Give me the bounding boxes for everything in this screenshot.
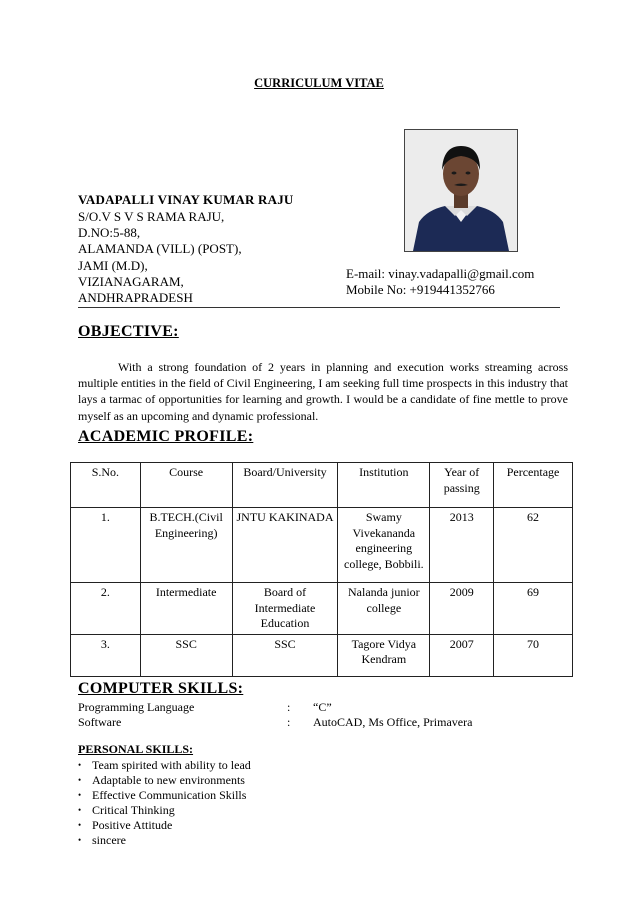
table-cell: Tagore Vidya Kendram (338, 634, 430, 676)
bullet-icon: • (78, 805, 82, 815)
table-cell: 70 (494, 634, 573, 676)
candidate-name: VADAPALLI VINAY KUMAR RAJU (78, 192, 294, 207)
column-header: Board/University (232, 463, 338, 508)
list-item (78, 788, 251, 803)
column-header: Course (140, 463, 232, 508)
bullet-icon: • (78, 760, 82, 770)
list-item-text: Team spirited with ability to lead (92, 758, 251, 772)
table-cell: 2013 (430, 508, 494, 583)
bullet-icon: • (78, 835, 82, 845)
objective-heading: OBJECTIVE: (78, 323, 179, 340)
personal-skills-list (78, 758, 251, 848)
skill-value: AutoCAD, Ms Office, Primavera (313, 715, 473, 729)
bullet-icon: • (78, 790, 82, 800)
table-header-row (71, 463, 573, 508)
column-header: S.No. (71, 463, 141, 508)
table-cell: 2009 (430, 583, 494, 635)
skill-separator: : (287, 715, 291, 729)
address-line: JAMI (M.D), (78, 257, 148, 273)
skill-label: Software (78, 715, 122, 729)
profile-photo-illustration (405, 130, 517, 251)
table-cell: 69 (494, 583, 573, 635)
academic-heading: ACADEMIC PROFILE: (78, 428, 254, 445)
profile-photo (404, 129, 518, 252)
table-cell: Intermediate (140, 583, 232, 635)
table-cell: SSC (140, 634, 232, 676)
list-item (78, 818, 251, 833)
bullet-icon: • (78, 775, 82, 785)
address-line: D.NO:5-88, (78, 225, 141, 241)
personal-skills-heading: PERSONAL SKILLS: (78, 742, 194, 756)
table-cell: Nalanda junior college (338, 583, 430, 635)
list-item-text: Effective Communication Skills (92, 788, 247, 802)
objective-text: With a strong foundation of 2 years in planning and execution works streaming across multiple entities in the field of Civil Engineering, I am seeking full time prospects in this industry that lays a tarmac of opportunities for learning and growth. I would be a candidate of fine mettle to prove myself as an upcoming and dynamic professional. (78, 360, 568, 423)
bullet-icon: • (78, 820, 82, 830)
table-row (71, 508, 573, 583)
contact-block (346, 266, 534, 298)
address-line: S/O.V S V S RAMA RAJU, (78, 209, 225, 224)
column-header: Institution (338, 463, 430, 508)
table-cell: 2. (71, 583, 141, 635)
list-item (78, 803, 251, 818)
column-header: Year of passing (430, 463, 494, 508)
list-item (78, 758, 251, 773)
table-cell: Swamy Vivekananda engineering college, Bobbili. (338, 508, 430, 583)
address-line: ANDHRAPRADESH (78, 290, 193, 306)
table-cell: B.TECH.(Civil Engineering) (140, 508, 232, 583)
list-item (78, 833, 251, 848)
header-divider (78, 307, 560, 308)
list-item-text: Critical Thinking (92, 803, 175, 817)
email-text: E-mail: vinay.vadapalli@gmail.com (346, 266, 535, 281)
table-cell: JNTU KAKINADA (232, 508, 338, 583)
table-cell: 2007 (430, 634, 494, 676)
address-line: ALAMANDA (VILL) (POST), (78, 241, 242, 257)
list-item-text: Adaptable to new environments (92, 773, 245, 787)
table-row (71, 634, 573, 676)
table-cell: 1. (71, 508, 141, 583)
document-title: CURRICULUM VITAE (254, 76, 384, 90)
mobile-text: Mobile No: +919441352766 (346, 282, 495, 298)
address-block (78, 209, 242, 306)
computer-skills-heading: COMPUTER SKILLS: (78, 680, 244, 697)
table-cell: Board of Intermediate Education (232, 583, 338, 635)
list-item (78, 773, 251, 788)
list-item-text: Positive Attitude (92, 818, 173, 832)
table-cell: SSC (232, 634, 338, 676)
list-item-text: sincere (92, 833, 126, 847)
column-header: Percentage (494, 463, 573, 508)
academic-table (70, 462, 573, 677)
skill-value: “C” (313, 700, 332, 714)
table-cell: 3. (71, 634, 141, 676)
table-row (71, 583, 573, 635)
skill-label: Programming Language (78, 700, 195, 714)
address-line: VIZIANAGARAM, (78, 273, 184, 289)
skill-separator: : (287, 700, 291, 714)
table-cell: 62 (494, 508, 573, 583)
